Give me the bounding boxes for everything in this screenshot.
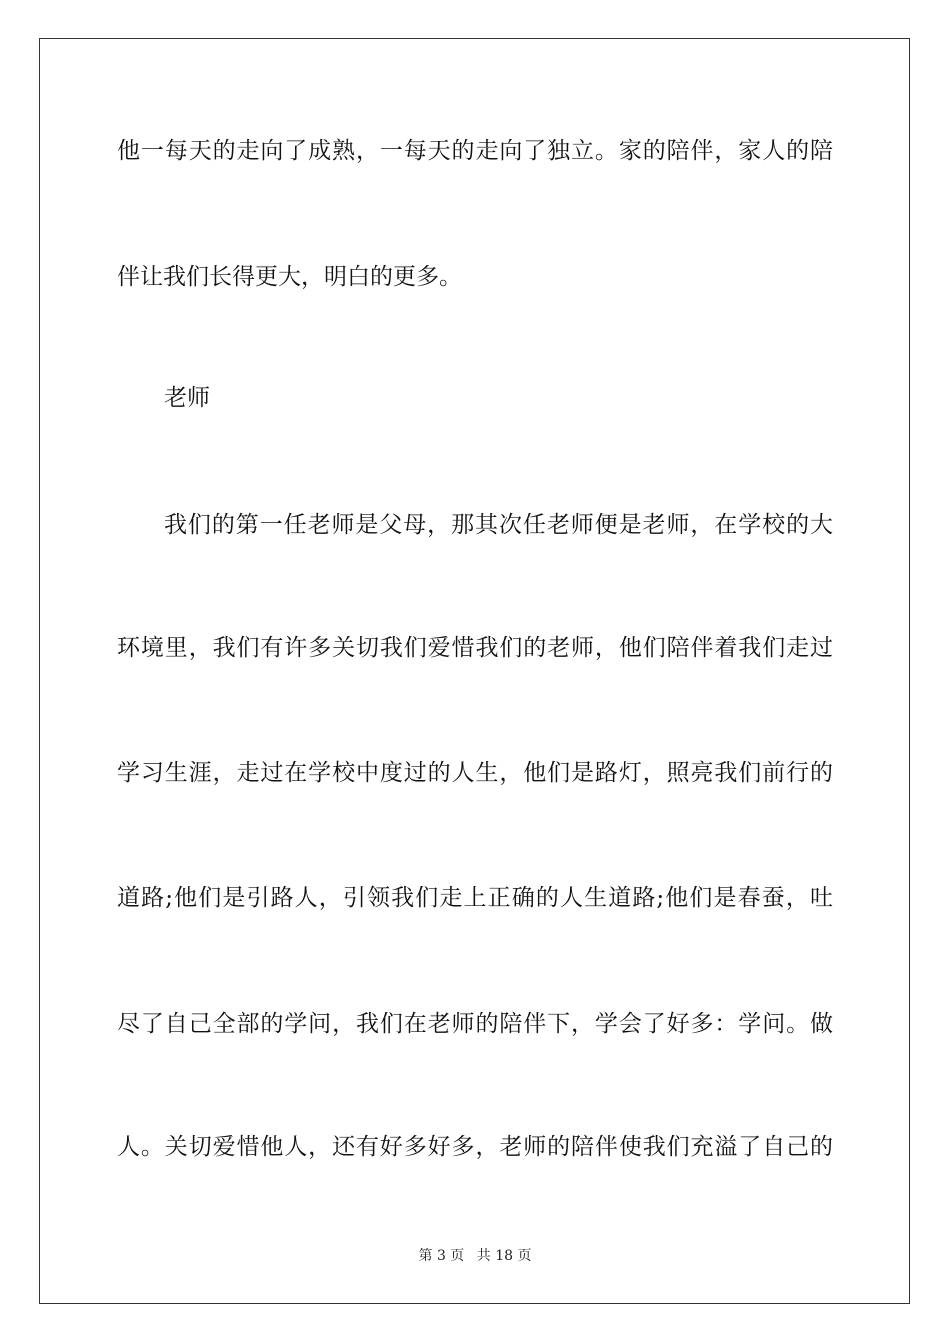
- page-footer: [0, 1247, 950, 1265]
- body-line-7: 道路;他们是引路人，引领我们走上正确的人生道路;他们是春蚕，吐: [117, 885, 833, 911]
- body-line-6: 学习生涯，走过在学校中度过的人生，他们是路灯，照亮我们前行的: [117, 760, 833, 786]
- body-line-4: 我们的第一任老师是父母，那其次任老师便是老师，在学校的大: [164, 512, 833, 538]
- body-line-8: 尽了自己全部的学问，我们在老师的陪伴下，学会了好多：学问。做: [117, 1011, 833, 1037]
- page-number: 第 3 页: [418, 1248, 465, 1264]
- page-total: 共 18 页: [476, 1248, 532, 1264]
- page-border: [39, 38, 910, 1304]
- body-line-9: 人。关切爱惜他人，还有好多好多，老师的陪伴使我们充溢了自己的: [117, 1134, 833, 1160]
- body-line-1: 他一每天的走向了成熟，一每天的走向了独立。家的陪伴，家人的陪: [117, 138, 833, 164]
- section-heading: 老师: [164, 385, 210, 411]
- body-line-2: 伴让我们长得更大，明白的更多。: [117, 264, 462, 290]
- body-line-5: 环境里，我们有许多关切我们爱惜我们的老师，他们陪伴着我们走过: [117, 635, 833, 661]
